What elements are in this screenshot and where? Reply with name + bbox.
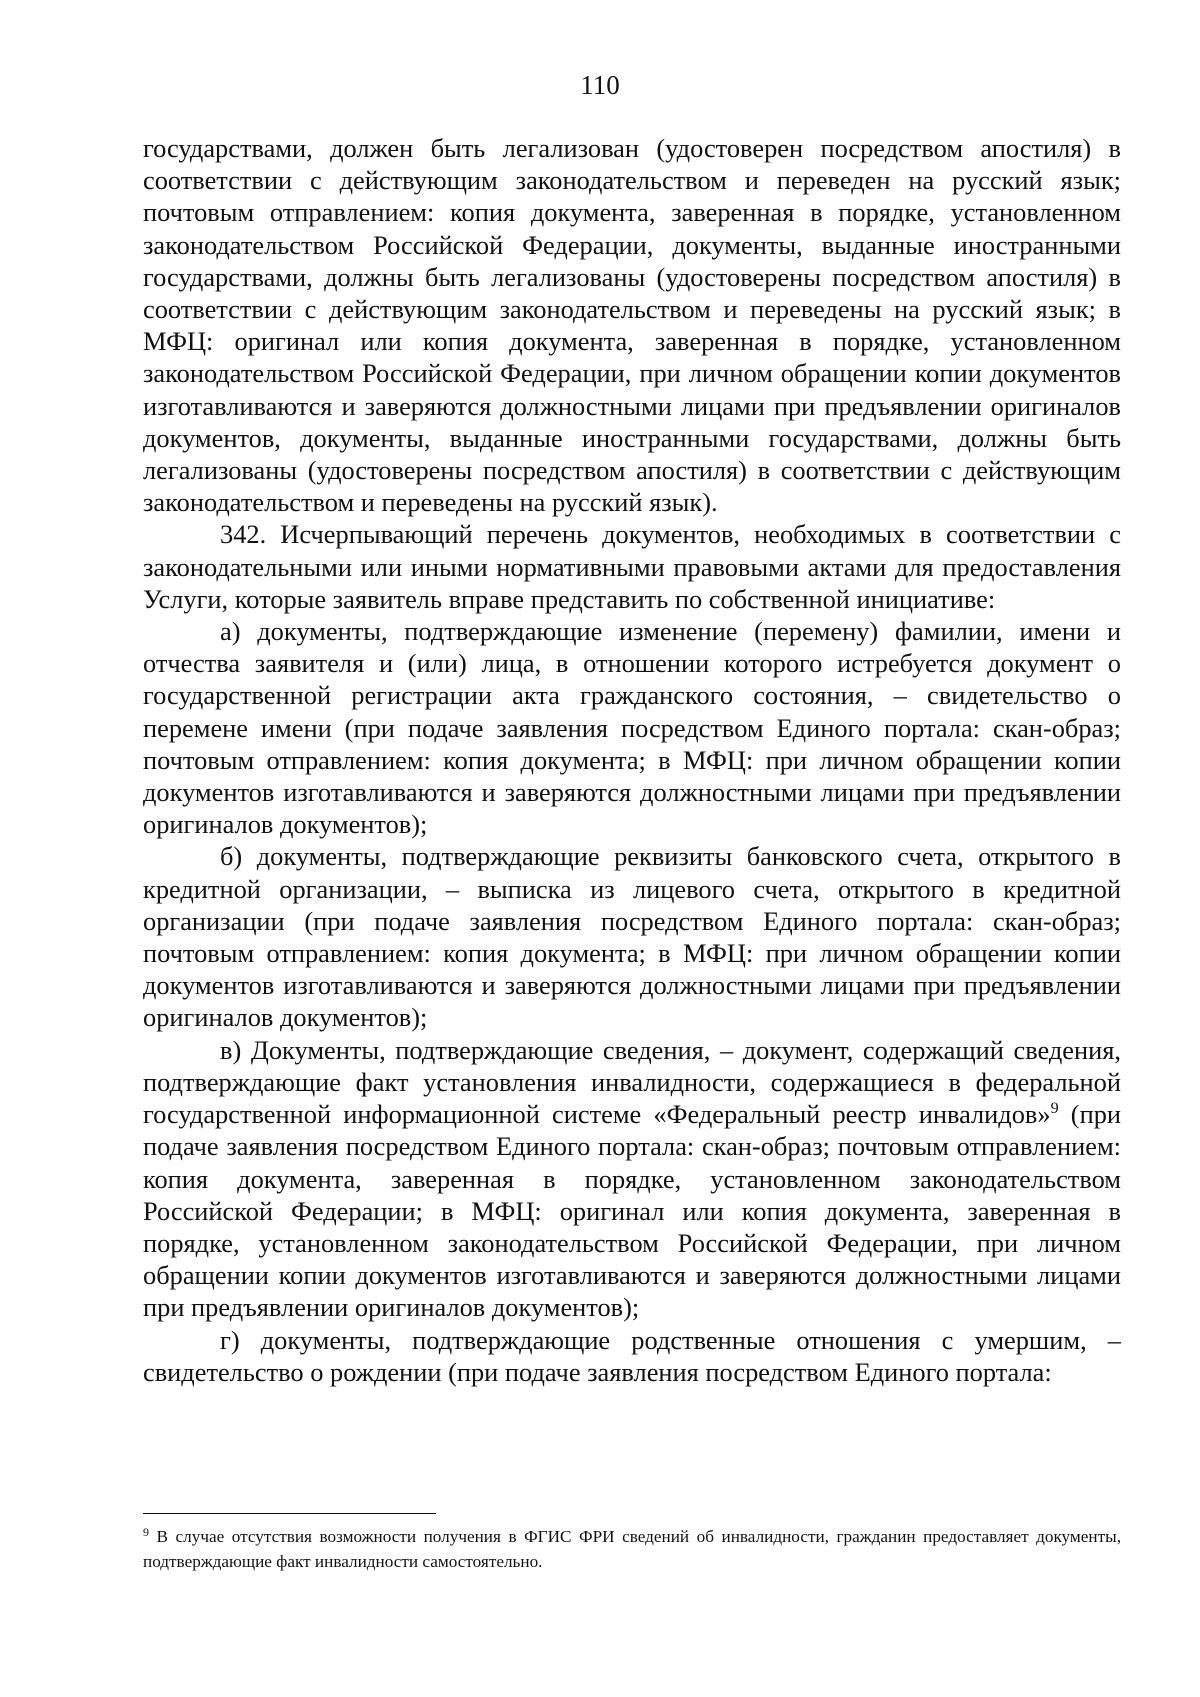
paragraph-item-v xyxy=(143,1034,1121,1324)
paragraph-item-v-text-continued: (при подаче заявления посредством Единого портала: скан-образ; почтовым отправлением: копия документа, заверенная в порядке, установленном законодательством Российской Федерации; в МФЦ: оригинал или копия документа, заверенная в порядке, установленном законодательством Российской Федерации, при личном обращении копии документов изготавливаются и заверяются должностными лицами при предъявлении оригиналов документов); xyxy=(143,1099,1122,1323)
footnote xyxy=(143,1524,1121,1574)
paragraph-item-b: б) документы, подтверждающие реквизиты банковского счета, открытого в кредитной организации, – выписка из лицевого счета, открытого в кредитной организации (при подаче заявления посредством Единого портала: скан-образ; почтовым отправлением: копия документа; в МФЦ: при личном обращении копии документов изготавливаются и заверяются должностными лицами при предъявлении оригиналов документов); xyxy=(143,841,1121,1033)
paragraph-item-g: г) документы, подтверждающие родственные отношения с умершим, – свидетельство о рождении (при подаче заявления посредством Единого портала: xyxy=(143,1324,1121,1387)
footnote-text: В случае отсутствия возможности получения в ФГИС ФРИ сведений об инвалидности, гражданин предоставляет документы, подтверждающие факт инвалидности самостоятельно. xyxy=(143,1527,1121,1571)
paragraph-342: 342. Исчерпывающий перечень документов, необходимых в соответствии с законодательными или иными нормативными правовыми актами для предоставления Услуги, которые заявитель вправе представить по собственной инициативе: xyxy=(143,519,1121,614)
document-body xyxy=(143,132,1121,1388)
paragraph-continuation: государствами, должен быть легализован (удостоверен посредством апостиля) в соответствии с действующим законодательством и переведен на русский язык; почтовым отправлением: копия документа, заверенная в порядке, установленном законодательством Российской Федерации, документы, выданные иностранными государствами, должны быть легализованы (удостоверены посредством апостиля) в соответствии с действующим законодательством и переведены на русский язык; в МФЦ: оригинал или копия документа, заверенная в порядке, установленном законодательством Российской Федерации, при личном обращении копии документов изготавливаются и заверяются должностными лицами при предъявлении оригиналов документов, документы, выданные иностранными государствами, должны быть легализованы (удостоверены посредством апостиля) в соответствии с действующим законодательством и переведены на русский язык). xyxy=(143,133,1121,518)
footnote-reference: 9 xyxy=(1050,1100,1059,1118)
footnote-divider xyxy=(143,1513,436,1514)
footnote-marker: 9 xyxy=(143,1525,149,1539)
paragraph-item-v-text: в) Документы, подтверждающие сведения, – документ, содержащий сведения, подтверждающие факт установления инвалидности, содержащиеся в федеральной государственной информационной системе «Федеральный реестр инвалидов» xyxy=(143,1034,1121,1130)
paragraph-item-a: а) документы, подтверждающие изменение (перемену) фамилии, имени и отчества заявителя и (или) лица, в отношении которого истребуется документ о государственной регистрации акта гражданского состояния, – свидетельство о перемене имени (при подаче заявления посредством Единого портала: скан-образ; почтовым отправлением: копия документа; в МФЦ: при личном обращении копии документов изготавливаются и заверяются должностными лицами при предъявлении оригиналов документов); xyxy=(143,616,1121,840)
page-number: 110 xyxy=(580,70,620,100)
